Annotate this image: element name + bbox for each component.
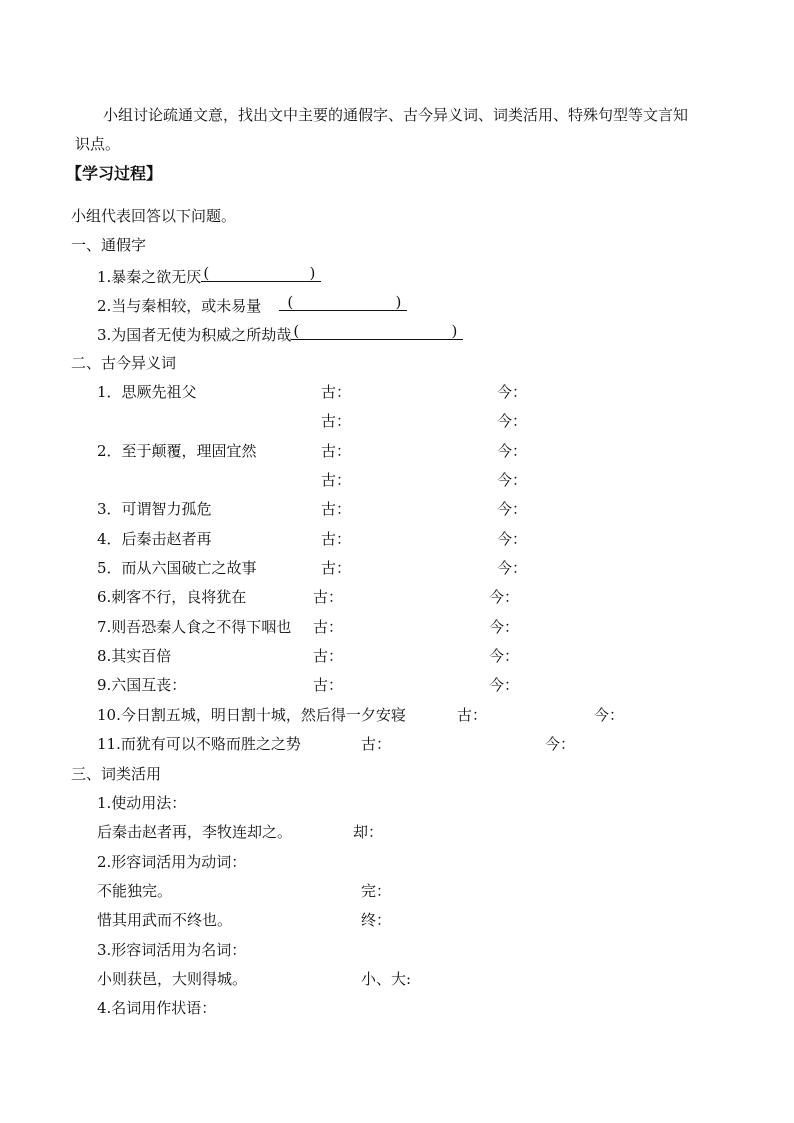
tongjia-item-2: [97, 294, 407, 316]
tongjia-item-text: 2.当与秦相较，或未易量: [97, 297, 262, 315]
tongjia-item-text: 3.为国者无使为积威之所劫哉: [97, 326, 292, 344]
cilei-sentence-2b: 惜其用武而不终也。: [97, 911, 233, 929]
gujin-item-6: 6.刺客不行，良将犹在: [97, 588, 247, 606]
gu-label: 古：: [321, 412, 352, 430]
jin-label: 今：: [497, 500, 528, 518]
cilei-sub-1: 1.使动用法：: [97, 794, 187, 812]
intro-line-2: 识点。: [75, 135, 121, 153]
tongjia-item-3: [97, 323, 463, 345]
gujin-item-4: 4．后秦击赵者再: [97, 530, 212, 548]
gu-label: 古：: [321, 383, 352, 401]
gu-label: 古：: [321, 471, 352, 489]
gu-label: 古：: [321, 500, 352, 518]
gujin-item-5: 5．而从六国破亡之故事: [97, 559, 257, 577]
cilei-sub-2: 2.形容词活用为动词：: [97, 853, 247, 871]
gu-label: 古：: [313, 618, 344, 636]
gujin-item-1: 1．思厥先祖父: [97, 383, 197, 401]
gu-label: 古：: [321, 530, 352, 548]
answer-blank[interactable]: ( ): [291, 323, 463, 340]
cilei-word-2a: 完：: [361, 882, 392, 900]
jin-label: 今：: [489, 647, 520, 665]
cilei-word-2b: 终：: [361, 911, 392, 929]
gujin-item-9: 9.六国互丧：: [97, 676, 187, 694]
cilei-sentence-3: 小则获邑，大则得城。: [97, 970, 248, 988]
gujin-title: 二、古今异义词: [71, 354, 177, 372]
jin-label: 今：: [545, 735, 576, 753]
gujin-item-10: 10.今日割五城，明日割十城，然后得一夕安寝: [97, 706, 406, 724]
gu-label: 古：: [313, 676, 344, 694]
tongjia-item-text: 1.暴秦之欲无厌: [97, 268, 202, 286]
jin-label: 今：: [489, 676, 520, 694]
jin-label: 今：: [497, 442, 528, 460]
gu-label: 古：: [321, 442, 352, 460]
cilei-sub-3: 3.形容词活用为名词：: [97, 941, 247, 959]
answer-blank[interactable]: ( ): [279, 294, 407, 311]
gu-label: 古：: [457, 706, 488, 724]
cilei-word-3: 小、大:: [361, 970, 412, 988]
gujin-item-3: 3．可谓智力孤危: [97, 500, 212, 518]
section-heading: 【学习过程】: [66, 164, 163, 183]
cilei-sentence-1: 后秦击赵者再，李牧连却之。: [97, 823, 293, 841]
gu-label: 古：: [313, 647, 344, 665]
gu-label: 古：: [361, 735, 392, 753]
gu-label: 古：: [321, 559, 352, 577]
gu-label: 古：: [313, 588, 344, 606]
answer-blank[interactable]: ( ): [201, 265, 321, 282]
jin-label: 今：: [497, 559, 528, 577]
gujin-item-8: 8.其实百倍: [97, 647, 172, 665]
jin-label: 今：: [489, 618, 520, 636]
jin-label: 今：: [497, 412, 528, 430]
tongjia-item-1: [97, 265, 321, 287]
tongjia-title: 一、通假字: [71, 236, 147, 254]
jin-label: 今：: [497, 530, 528, 548]
cilei-sub-4: 4.名词用作状语：: [97, 999, 217, 1017]
jin-label: 今：: [497, 383, 528, 401]
gujin-item-11: 11.而犹有可以不赂而胜之之势: [97, 735, 301, 753]
jin-label: 今：: [489, 588, 520, 606]
cilei-title: 三、词类活用: [71, 765, 162, 783]
gujin-item-2: 2．至于颠覆，理固宜然: [97, 442, 257, 460]
prompt-text: 小组代表回答以下问题。: [71, 207, 237, 225]
intro-line-1: 小组讨论疏通文意，找出文中主要的通假字、古今异义词、词类活用、特殊句型等文言知: [103, 106, 689, 124]
cilei-sentence-2a: 不能独完。: [97, 882, 173, 900]
jin-label: 今：: [497, 471, 528, 489]
cilei-word-1: 却：: [353, 823, 384, 841]
gujin-item-7: 7.则吾恐秦人食之不得下咽也: [97, 618, 292, 636]
jin-label: 今：: [594, 706, 625, 724]
